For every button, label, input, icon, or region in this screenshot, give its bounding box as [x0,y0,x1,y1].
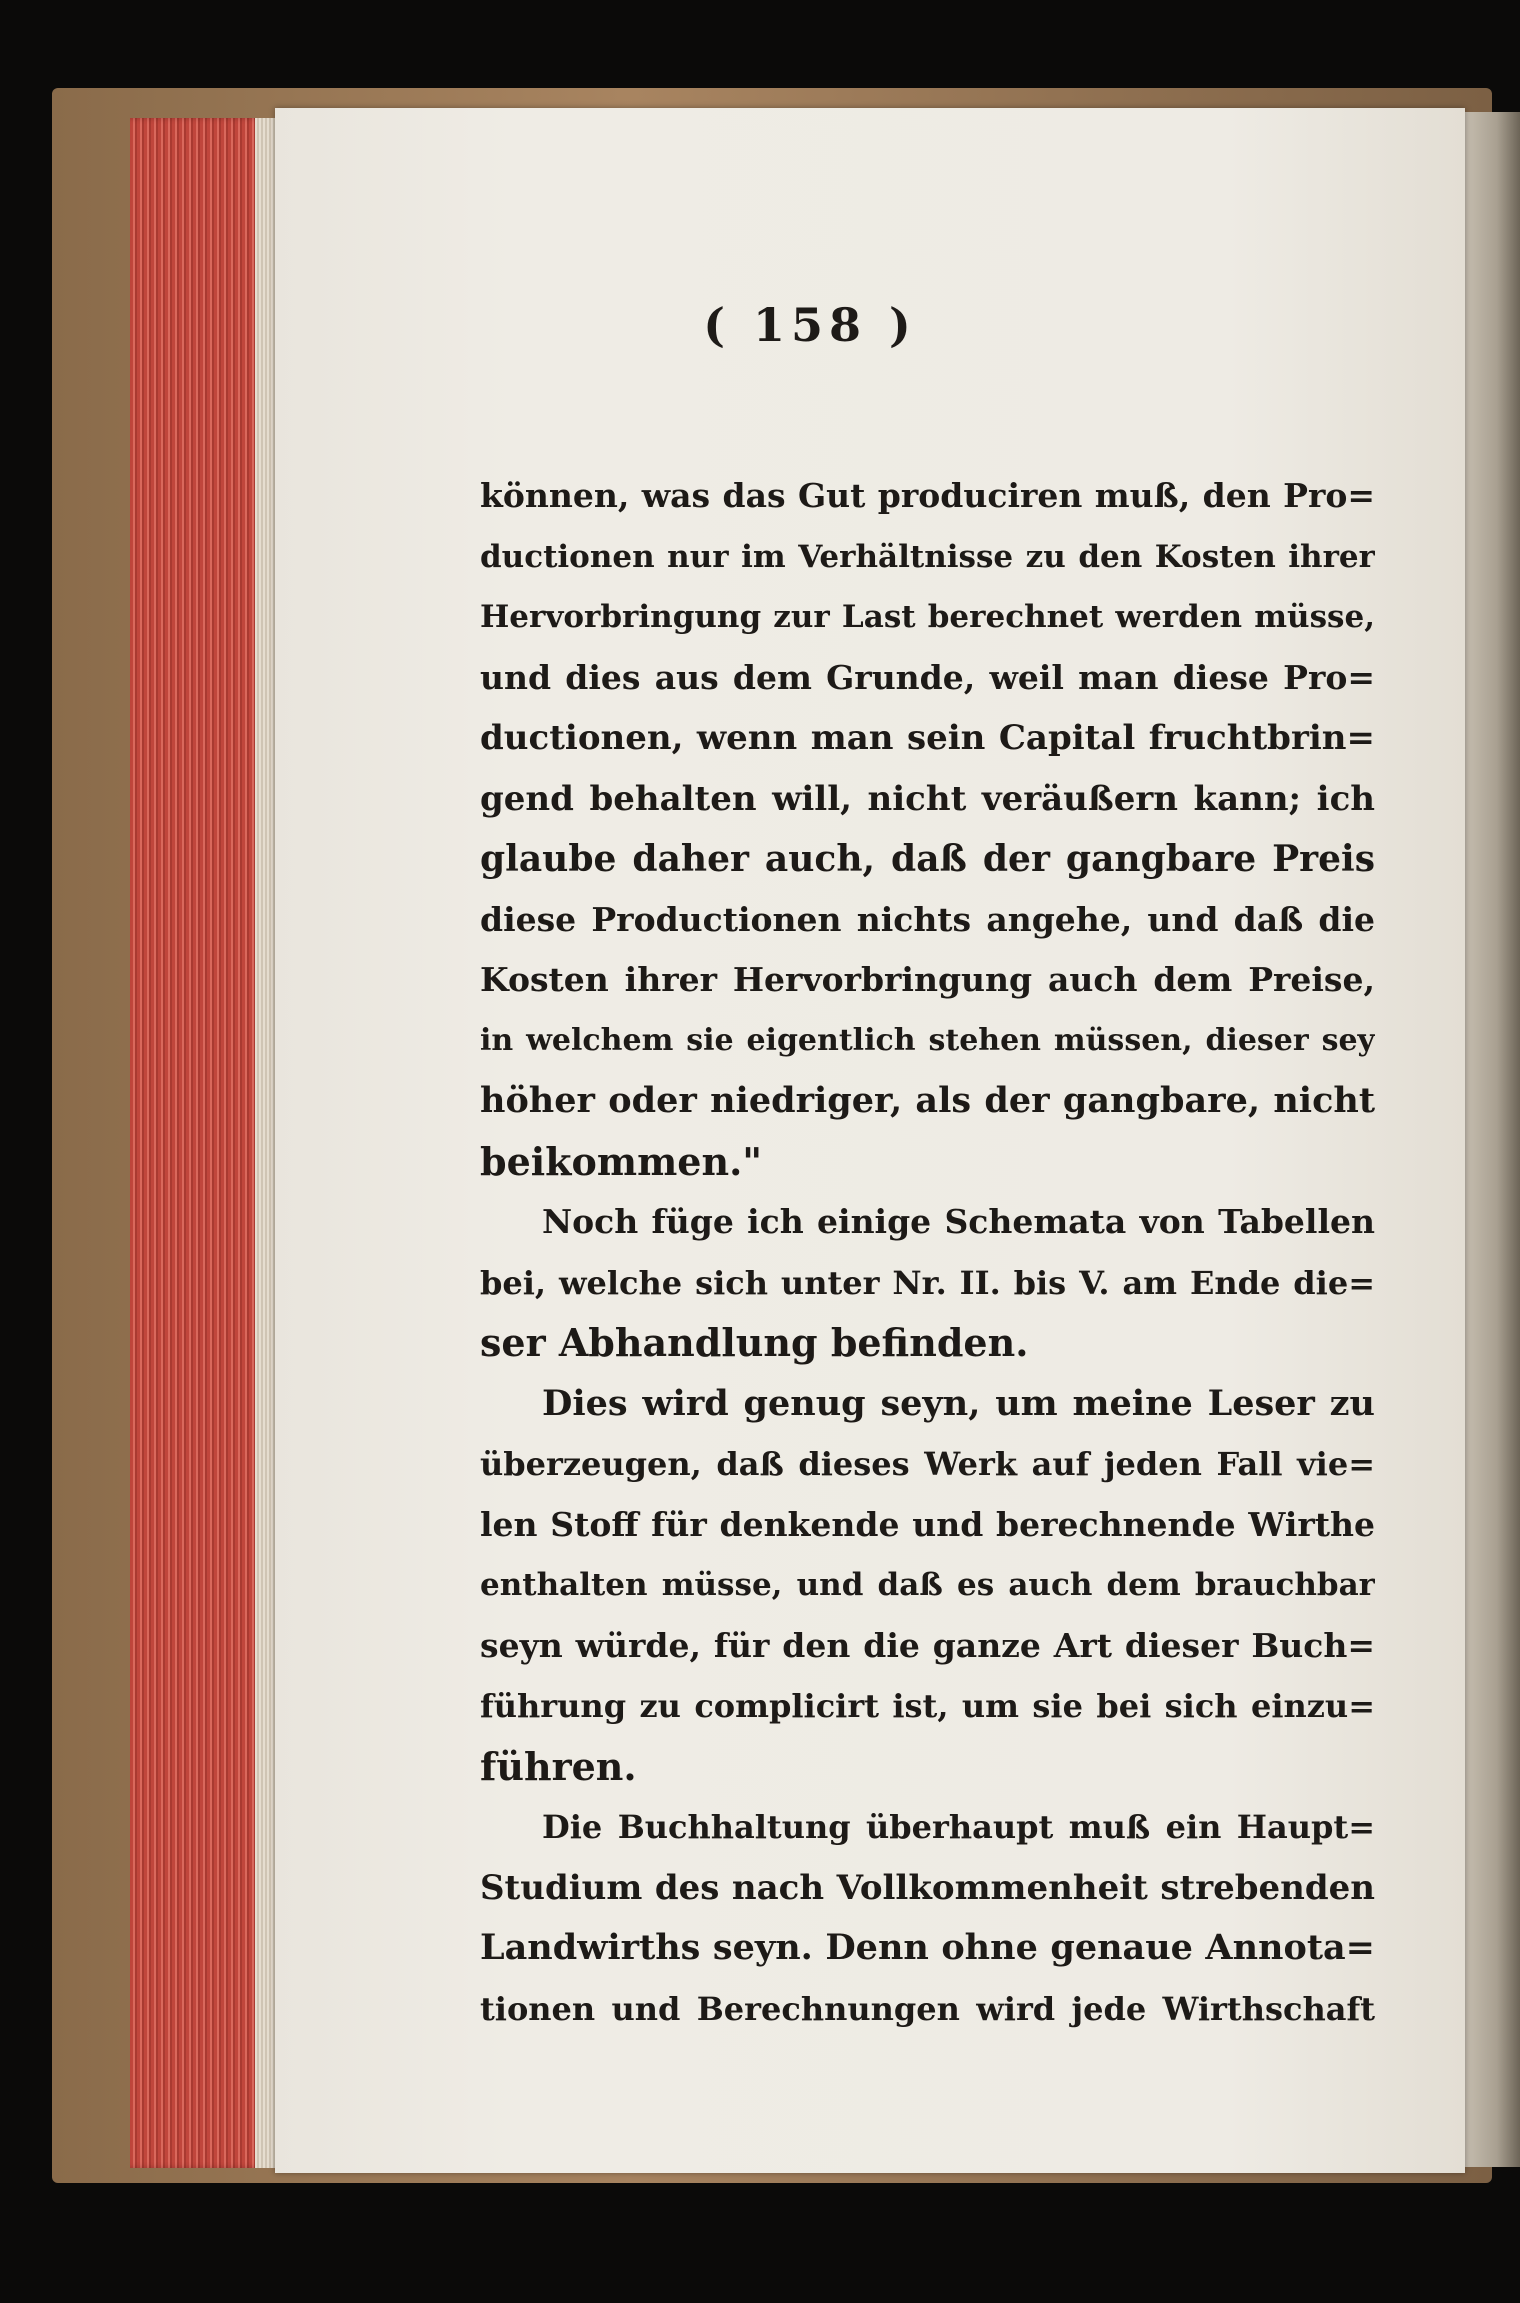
text-line: Kosten ihrer Hervorbringung auch dem Preise, [480,960,1375,999]
text-line: ser Abhandlung befinden. [480,1320,1029,1365]
text-line: führung zu complicirt ist, um sie bei sich einzu= [480,1687,1375,1725]
text-line: gend behalten will, nicht veräußern kann; ich [480,778,1375,819]
text-line: len Stoff für denkende und berechnende Wirthe [480,1504,1375,1544]
text-line: Die Buchhaltung überhaupt muß ein Haupt= [542,1808,1375,1846]
text-line: bei, welche sich unter Nr. II. bis V. am Ende die= [480,1263,1375,1302]
text-line: Dies wird genug seyn, um meine Leser zu [542,1382,1375,1424]
text-line: ductionen nur im Verhältnisse zu den Kosten ihrer [480,538,1375,575]
text-line: können, was das Gut produciren muß, den Pro= [480,476,1375,515]
text-line: seyn würde, für den die ganze Art dieser Buch= [480,1625,1375,1665]
text-line: Noch füge ich einige Schemata von Tabellen [542,1202,1375,1241]
text-line: in welchem sie eigentlich stehen müssen, dieser sey [480,1022,1375,1058]
text-line: Landwirths seyn. Denn ohne genaue Annota= [480,1927,1375,1968]
text-line: beikommen." [480,1138,763,1184]
text-line: ductionen, wenn man sein Capital fruchtbrin= [480,718,1375,758]
red-page-edges [130,118,275,2168]
page-text [480,466,1375,2039]
book-page [275,108,1465,2173]
page-edges-inner [255,118,277,2168]
text-line: Studium des nach Vollkommenheit strebenden [480,1867,1375,1908]
next-page-edge [1462,112,1520,2167]
text-line: diese Productionen nichts angehe, und daß die [480,899,1375,939]
text-line: Hervorbringung zur Last berechnet werden müsse, [480,599,1375,635]
page-number: ( 158 ) [703,298,917,352]
text-line: überzeugen, daß dieses Werk auf jeden Fall vie= [480,1445,1375,1483]
text-line: führen. [480,1743,637,1789]
text-line: und dies aus dem Grunde, weil man diese Pro= [480,657,1375,697]
text-line: glaube daher auch, daß der gangbare Preis [480,838,1375,880]
text-line: höher oder niedriger, als der gangbare, nicht [480,1080,1375,1121]
text-line: tionen und Berechnungen wird jede Wirthschaft [480,1989,1375,2028]
text-line: enthalten müsse, und daß es auch dem brauchbar [480,1567,1375,1603]
